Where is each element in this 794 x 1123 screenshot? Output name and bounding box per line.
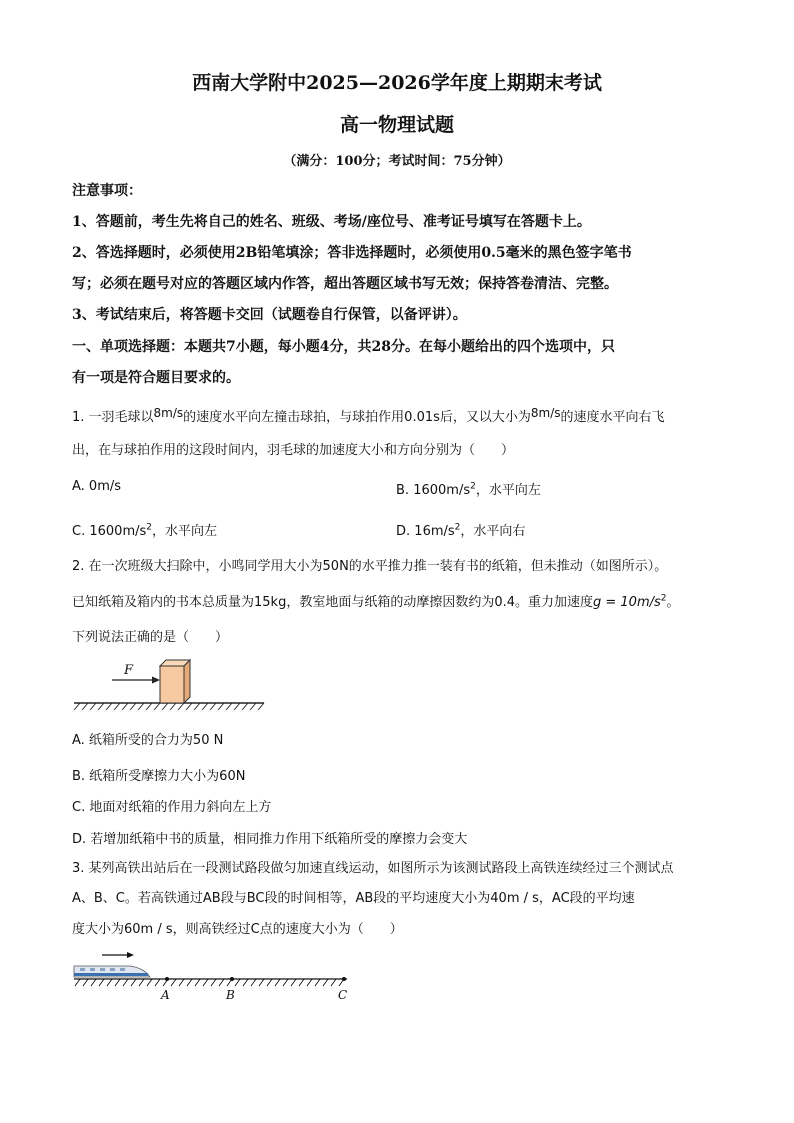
point-b-label: B — [226, 988, 235, 1002]
point-c-dot — [342, 977, 346, 981]
q3-stem-line3: 度大小为60m / s，则高铁经过C点的速度大小为（ ） — [72, 922, 403, 937]
q2-figure — [72, 656, 267, 714]
q1-option-b[interactable]: B. $1600m/s^2$，水平向左 — [396, 481, 541, 498]
notice-item-1: 1、答题前，考生先将自己的姓名、班级、考场/座位号、准考证号填写在答题卡上。 — [72, 214, 591, 230]
q2-option-b[interactable]: B. 纸箱所受摩擦力大小为60N — [72, 769, 246, 784]
track-hatch — [75, 979, 344, 986]
point-c-label: C — [338, 988, 348, 1002]
q2-stem-line1: 2. 在一次班级大扫除中，小鸣同学用大小为50N的水平推力推一装有书的纸箱，但未推动（如图所示）。 — [72, 559, 668, 574]
q3-figure — [72, 946, 362, 1006]
train-icon — [74, 966, 150, 977]
q2-stem-line3: 下列说法正确的是（ ） — [72, 630, 229, 645]
point-b-dot — [230, 977, 234, 981]
q2-option-a[interactable]: A. 纸箱所受的合力为50 N — [72, 733, 224, 748]
q1-option-c[interactable]: C. $1600m/s^2$，水平向左 — [72, 522, 218, 539]
q1-option-d[interactable]: D. $16m/s^2$，水平向右 — [396, 522, 526, 539]
q2-stem-line2: 已知纸箱及箱内的书本总质量为15kg，教室地面与纸箱的动摩擦因数约为0.4。重力加速度$g = 10m/s^2$。 — [72, 593, 680, 610]
notice-item-2b: 写；必须在题号对应的答题区域内作答，超出答题区域书写无效；保持答卷清洁、完整。 — [72, 276, 618, 292]
exam-subtitle: 高一物理试题 — [339, 114, 454, 136]
q1-stem-line1: 1. 一羽毛球以8m/s的速度水平向左撞击球拍，与球拍作用0.01s后，又以大小为8m/s的速度水平向右飞 — [72, 406, 665, 425]
section-heading-line2: 有一项是符合题目要求的。 — [72, 370, 240, 386]
force-arrowhead — [152, 677, 160, 684]
exam-meta: （满分：100分；考试时间：75分钟） — [283, 154, 511, 169]
section-heading-line1: 一、单项选择题：本题共7小题，每小题4分，共28分。在每小题给出的四个选项中，只 — [72, 339, 615, 355]
q2-option-c[interactable]: C. 地面对纸箱的作用力斜向左上方 — [72, 800, 272, 815]
point-a-label: A — [161, 988, 170, 1002]
velocity-arrowhead — [127, 952, 134, 958]
notice-item-2a: 2、答选择题时，必须使用2B铅笔填涂；答非选择题时，必须使用0.5毫米的黑色签字笔书 — [72, 245, 632, 261]
ground-hatch — [74, 703, 264, 710]
cardboard-box — [160, 660, 190, 703]
q1-option-a[interactable]: A. 0m/s — [72, 479, 122, 494]
notice-item-3: 3、考试结束后，将答题卡交回（试题卷自行保管，以备评讲）。 — [72, 307, 467, 323]
q2-option-d[interactable]: D. 若增加纸箱中书的质量，相同推力作用下纸箱所受的摩擦力会变大 — [72, 832, 468, 847]
exam-title: 西南大学附中2025—2026学年度上期期末考试 — [192, 72, 602, 94]
q3-stem-line1: 3. 某列高铁出站后在一段测试路段做匀加速直线运动，如图所示为该测试路段上高铁连续经过三个测试点 — [72, 861, 674, 876]
point-a-dot — [165, 977, 169, 981]
q3-stem-line2: A、B、C。若高铁通过AB段与BC段的时间相等，AB段的平均速度大小为40m / s，AC段的平均速 — [72, 891, 635, 906]
q1-stem-line2: 出，在与球拍作用的这段时间内，羽毛球的加速度大小和方向分别为（ ） — [72, 443, 515, 458]
force-label: F — [124, 663, 134, 678]
notice-heading: 注意事项： — [72, 183, 142, 199]
